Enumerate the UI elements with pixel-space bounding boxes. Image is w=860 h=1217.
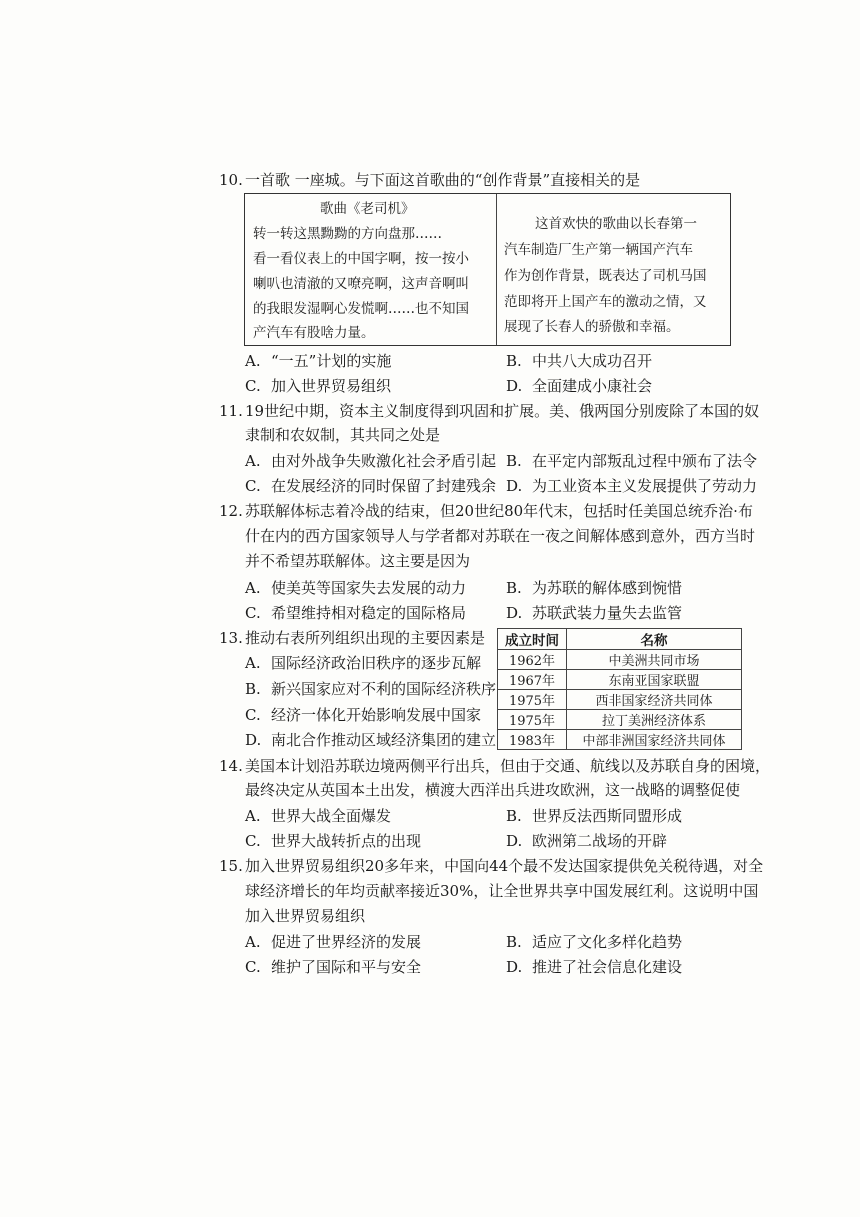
q14-option-d[interactable]	[506, 831, 667, 851]
option-text: 世界反法西斯同盟形成	[532, 807, 683, 825]
option-letter: A.	[245, 452, 261, 470]
table-cell-name: 中美洲共同市场	[567, 650, 742, 670]
q12-option-d[interactable]	[506, 603, 682, 623]
option-text: 国际经济政治旧秩序的逐步瓦解	[271, 654, 482, 672]
option-text: 适应了文化多样化趋势	[532, 933, 683, 951]
option-letter: D.	[506, 832, 523, 850]
question-11-number: 11.	[219, 402, 243, 420]
song-background-line: 汽车制造厂生产第一辆国产汽车	[504, 242, 693, 258]
table-cell-name: 西非国家经济共同体	[567, 690, 742, 710]
option-text: 在发展经济的同时保留了封建残余	[271, 477, 497, 495]
option-text: 世界大战全面爆发	[271, 807, 392, 825]
option-letter: B.	[506, 807, 522, 825]
table-cell-year: 1975年	[498, 690, 567, 710]
q10-option-b[interactable]	[506, 351, 652, 371]
q15-option-c[interactable]	[245, 957, 421, 977]
q11-option-d[interactable]	[506, 476, 757, 496]
q11-option-c[interactable]	[245, 476, 496, 496]
question-12-stem-line: 什在内的西方国家领导人与学者都对苏联在一夜之间解体感到意外，西方当时	[245, 527, 756, 545]
option-letter: A.	[245, 352, 261, 370]
q11-option-b[interactable]	[506, 451, 757, 471]
option-letter: C.	[245, 377, 261, 395]
q11-option-a[interactable]	[245, 451, 496, 471]
q15-option-d[interactable]	[506, 957, 682, 977]
question-10-number: 10.	[219, 171, 243, 189]
table-cell-name: 中部非洲国家经济共同体	[567, 730, 742, 750]
song-lyric-line: 的我眼发湿啊心发慌啊……也不知国	[253, 301, 469, 317]
song-lyric-line: 转一转这黑黝黝的方向盘那……	[253, 226, 442, 242]
table-row	[498, 670, 742, 690]
option-text: 使美英等国家失去发展的动力	[271, 579, 467, 597]
question-15-stem-line: 加入世界贸易组织20多年来，中国向44个最不发达国家提供免关税待遇，对全	[245, 857, 764, 875]
q14-option-a[interactable]	[245, 806, 391, 826]
question-15-stem-line: 球经济增长的年均贡献率接近30%，让全世界共享中国发展红利。这说明中国	[245, 882, 759, 900]
question-12-stem-line: 并不希望苏联解体。这主要是因为	[245, 552, 471, 570]
q12-option-a[interactable]	[245, 578, 466, 598]
q12-option-b[interactable]	[506, 578, 682, 598]
question-12-number: 12.	[219, 502, 243, 520]
option-letter: C.	[245, 604, 261, 622]
option-letter: D.	[506, 377, 523, 395]
table-row	[498, 730, 742, 750]
option-text: 苏联武装力量失去监管	[532, 604, 683, 622]
table-header-founded: 成立时间	[498, 629, 567, 650]
song-box-divider	[496, 194, 497, 345]
question-11-stem-line: 隶制和农奴制，其共同之处是	[245, 426, 441, 444]
table-header-name: 名称	[567, 629, 742, 650]
option-text: 经济一体化开始影响发展中国家	[271, 706, 482, 724]
option-text: 在平定内部叛乱过程中颁布了法令	[532, 452, 758, 470]
q15-option-b[interactable]	[506, 932, 682, 952]
q13-option-c[interactable]	[245, 705, 481, 725]
table-row	[498, 710, 742, 730]
option-text: 维护了国际和平与安全	[271, 958, 422, 976]
option-text: 新兴国家应对不利的国际经济秩序	[271, 680, 497, 698]
song-lyric-line: 喇叭也清澈的又嘹亮啊，这声音啊叫	[253, 276, 469, 292]
question-14-stem-line: 美国本计划沿苏联边境两侧平行出兵，但由于交通、航线以及苏联自身的困境，	[245, 757, 771, 775]
q14-option-b[interactable]	[506, 806, 682, 826]
table-cell-year: 1967年	[498, 670, 567, 690]
q13-option-d[interactable]	[245, 730, 496, 750]
song-lyric-line: 产汽车有股啥力量。	[253, 325, 375, 341]
option-text: 希望维持相对稳定的国际格局	[271, 604, 467, 622]
option-letter: B.	[506, 933, 522, 951]
organizations-table	[497, 628, 742, 750]
option-text: “一五”计划的实施	[271, 352, 392, 370]
question-13-number: 13.	[219, 629, 243, 647]
option-text: 推进了社会信息化建设	[532, 958, 683, 976]
song-lyric-line: 看一看仪表上的中国字啊，按一按小	[253, 251, 469, 267]
table-cell-year: 1983年	[498, 730, 567, 750]
option-letter: D.	[506, 958, 523, 976]
q10-option-d[interactable]	[506, 376, 652, 396]
question-15-stem-line: 加入世界贸易组织	[245, 907, 366, 925]
table-cell-year: 1975年	[498, 710, 567, 730]
question-13-stem: 推动右表所列组织出现的主要因素是	[245, 629, 486, 647]
option-letter: C.	[245, 958, 261, 976]
table-row	[498, 650, 742, 670]
option-text: 全面建成小康社会	[532, 377, 653, 395]
q10-option-c[interactable]	[245, 376, 391, 396]
q15-option-a[interactable]	[245, 932, 421, 952]
option-letter: A.	[245, 933, 261, 951]
question-14-number: 14.	[219, 757, 243, 775]
q14-option-c[interactable]	[245, 831, 421, 851]
option-text: 为苏联的解体感到惋惜	[532, 579, 683, 597]
question-10-stem: 一首歌 一座城。与下面这首歌曲的“创作背景”直接相关的是	[245, 171, 641, 189]
option-letter: C.	[245, 832, 261, 850]
q12-option-c[interactable]	[245, 603, 466, 623]
song-material-box	[244, 193, 731, 346]
option-text: 由对外战争失败激化社会矛盾引起	[271, 452, 497, 470]
option-letter: A.	[245, 579, 261, 597]
option-text: 世界大战转折点的出现	[271, 832, 422, 850]
table-cell-name: 拉丁美洲经济体系	[567, 710, 742, 730]
option-letter: B.	[506, 579, 522, 597]
option-letter: D.	[506, 477, 523, 495]
question-11-stem-line: 19世纪中期，资本主义制度得到巩固和扩展。美、俄两国分别废除了本国的奴	[245, 402, 760, 420]
table-cell-name: 东南亚国家联盟	[567, 670, 742, 690]
option-letter: D.	[506, 604, 523, 622]
option-letter: B.	[245, 680, 261, 698]
option-letter: B.	[506, 452, 522, 470]
option-text: 南北合作推动区域经济集团的建立	[271, 731, 497, 749]
option-text: 促进了世界经济的发展	[271, 933, 422, 951]
song-background-line: 范即将开上国产车的激动之情，又	[504, 294, 707, 310]
q10-option-a[interactable]	[245, 351, 391, 371]
option-letter: A.	[245, 807, 261, 825]
song-background-line: 展现了长春人的骄傲和幸福。	[504, 319, 680, 335]
option-text: 中共八大成功召开	[532, 352, 653, 370]
option-text: 加入世界贸易组织	[271, 377, 392, 395]
option-letter: A.	[245, 654, 261, 672]
question-12-stem-line: 苏联解体标志着冷战的结束，但20世纪80年代末，包括时任美国总统乔治·布	[245, 502, 753, 520]
option-text: 为工业资本主义发展提供了劳动力	[532, 477, 758, 495]
table-cell-year: 1962年	[498, 650, 567, 670]
song-title: 歌曲《老司机》	[320, 201, 415, 217]
option-letter: C.	[245, 477, 261, 495]
table-row	[498, 690, 742, 710]
option-text: 欧洲第二战场的开辟	[532, 832, 668, 850]
option-letter: C.	[245, 706, 261, 724]
option-letter: B.	[506, 352, 522, 370]
q13-option-b[interactable]	[245, 679, 496, 699]
q13-option-a[interactable]	[245, 653, 481, 673]
table-header-row	[498, 629, 742, 650]
option-letter: D.	[245, 731, 262, 749]
song-background-line: 作为创作背景，既表达了司机马国	[504, 268, 707, 284]
question-14-stem-line: 最终决定从英国本土出发，横渡大西洋出兵进攻欧洲，这一战略的调整促使	[245, 781, 741, 799]
question-15-number: 15.	[219, 857, 243, 875]
song-background-line: 这首欢快的歌曲以长春第一	[535, 216, 697, 232]
